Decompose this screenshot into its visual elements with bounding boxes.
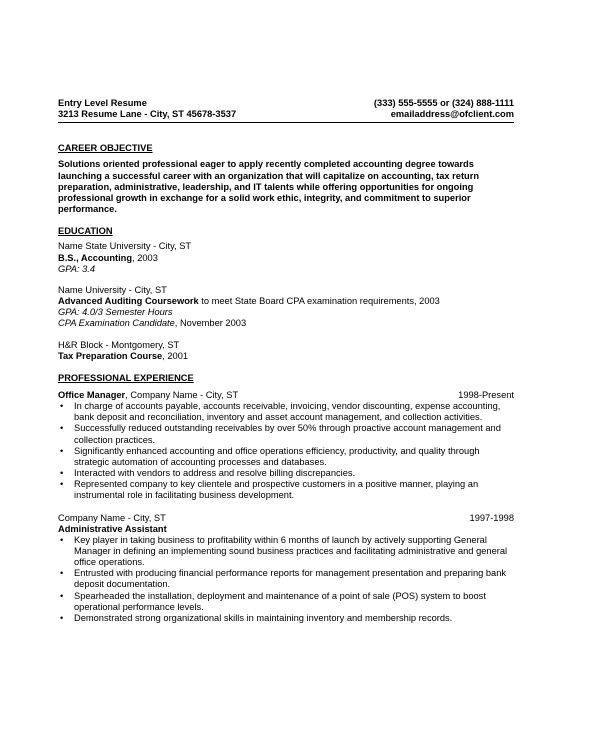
coursework-line	[58, 296, 514, 307]
contact-header	[58, 98, 514, 120]
education-entry	[58, 285, 514, 330]
email-address: emailaddress@ofclient.com	[390, 109, 514, 120]
job-header	[58, 390, 514, 401]
job-bullet: • Represented company to key clientele and prospective customers in a positive manner, playing an instrumental role in facilitating business development.	[58, 479, 514, 501]
cpa-date: , November 2003	[174, 318, 247, 329]
job-header	[58, 513, 514, 524]
header-divider	[58, 122, 514, 123]
job-dates: 1997-1998	[469, 512, 514, 523]
job-title: Administrative Assistant	[58, 523, 167, 534]
course-year: , 2001	[162, 350, 189, 361]
job-entry	[58, 513, 514, 625]
experience-heading: PROFESSIONAL EXPERIENCE	[58, 372, 194, 383]
cpa-line	[58, 318, 514, 329]
job-title: Office Manager	[58, 389, 126, 400]
school-name: Name State University - City, ST	[58, 241, 192, 252]
school-name: Name University - City, ST	[58, 284, 167, 295]
job-bullet: • Key player in taking business to profitability within 6 months of launch by actively supporting General Manager in defining an implementing sound business practices and facilitating administrative and general office operations.	[58, 535, 514, 568]
address: 3213 Resume Lane - City, ST 45678-3537	[58, 109, 237, 120]
coursework-name: Advanced Auditing Coursework	[58, 296, 199, 307]
job-bullet: • Demonstrated strong organizational skills in maintaining inventory and membership records.	[58, 613, 514, 624]
degree-year: , 2003	[132, 252, 158, 263]
job-title-line	[58, 390, 238, 401]
job-bullet: • Significantly enhanced accounting and office operations efficiency, productivity, and quality through strategic automation of accounting processes and databases.	[58, 446, 514, 468]
header-left	[58, 98, 236, 120]
course-name: Tax Preparation Course	[58, 350, 163, 361]
degree-name: B.S., Accounting	[58, 252, 133, 263]
objective-heading: CAREER OBJECTIVE	[58, 143, 153, 154]
resume-page	[58, 98, 514, 624]
school-name: H&R Block - Montgomery, ST	[58, 339, 180, 350]
job-bullet: • In charge of accounts payable, accounts receivable, invoicing, vendor discounting, expense accounting, bank deposit and reconciliation, inventory and asset account management, and collection activities.	[58, 401, 514, 423]
job-bullet: • Successfully reduced outstanding receivables by over 50% through proactive account management and collection practices.	[58, 423, 514, 445]
course-line	[58, 351, 514, 362]
education-entry	[58, 340, 514, 362]
gpa: GPA: 3.4	[58, 263, 96, 274]
objective-text: Solutions oriented professional eager to apply recently completed accounting degree towards launching a successful career with an organization that will capitalize on accounting, tax return preparation, administrative, leadership, and IT talents while offering opportunities for ongoing professional growth in exchange for a solid work ethic, integrity, and commitment to superior performance.	[58, 159, 480, 215]
resume-title: Entry Level Resume	[58, 98, 147, 108]
phone-numbers: (333) 555-5555 or (324) 888-1111	[373, 98, 514, 108]
job-company: Company Name - City, ST	[58, 512, 166, 523]
gpa: GPA: 4.0/3 Semester Hours	[58, 307, 173, 318]
job-bullets	[58, 535, 514, 624]
job-entry	[58, 390, 514, 502]
coursework-detail: to meet State Board CPA examination requirements, 2003	[198, 296, 440, 307]
education-entry	[58, 241, 514, 274]
job-bullet: • Entrusted with producing financial performance reports for management presentation and preparing bank deposit documentation.	[58, 568, 514, 590]
job-bullets	[58, 401, 514, 501]
education-heading: EDUCATION	[58, 226, 113, 237]
job-company: , Company Name - City, ST	[125, 389, 239, 400]
degree-line	[58, 253, 514, 264]
job-bullet: • Interacted with vendors to address and resolve billing discrepancies.	[58, 468, 514, 479]
job-dates: 1998-Present	[458, 389, 514, 400]
header-right	[374, 98, 514, 120]
job-bullet: • Spearheaded the installation, deployment and maintenance of a point of sale (POS) system to boost operational performance levels.	[58, 591, 514, 613]
cpa-status: CPA Examination Candidate	[58, 318, 175, 329]
